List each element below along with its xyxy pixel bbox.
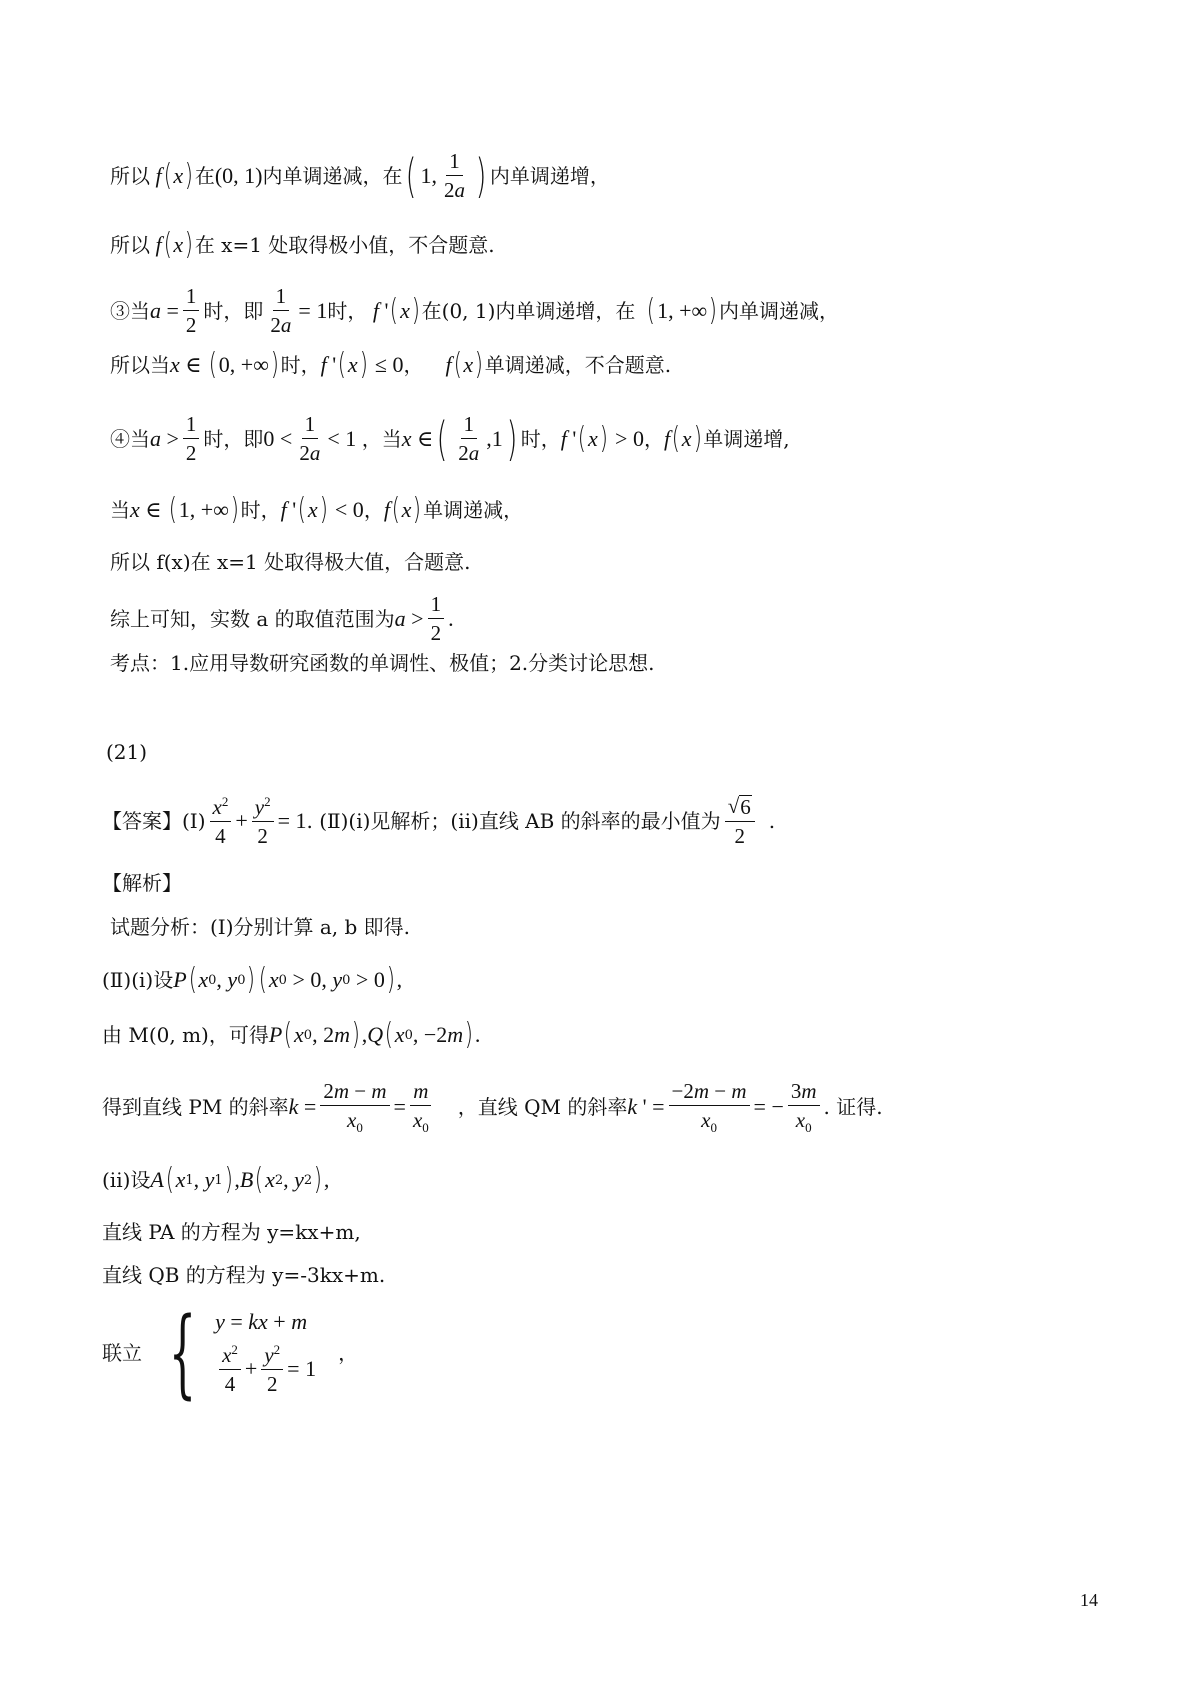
math: 1, +∞ — [657, 297, 708, 323]
line-3 — [110, 285, 839, 336]
fraction: $\frac{1}{2a}$ — [458, 412, 480, 466]
line-1 — [110, 150, 610, 201]
math: = 1 — [298, 297, 328, 323]
math: , — [193, 1167, 205, 1192]
paren: ( — [578, 420, 587, 456]
math: f — [320, 352, 327, 377]
text: 时， — [327, 298, 368, 323]
brace: { — [168, 1297, 197, 1409]
math: ' = — [637, 1094, 665, 1120]
math: k — [288, 1094, 299, 1120]
paren: ( — [297, 492, 307, 527]
paren: ) — [184, 227, 194, 262]
math: P — [268, 1022, 283, 1047]
paren: ) — [359, 347, 368, 382]
fraction: $\frac{2m - m}{x_0}$ — [320, 1080, 389, 1135]
paren: ( — [163, 157, 172, 193]
math: A — [150, 1167, 164, 1192]
math: > 0 — [350, 967, 385, 992]
math: ∈ — [411, 425, 434, 451]
line-14: (Ⅱ)(i)设 P ( x 0 , y 0 ) ( x 0 > 0, y 0 > 0 ) , — [102, 962, 403, 997]
paren: ( — [384, 1017, 394, 1052]
paren: ) — [411, 292, 420, 328]
paren: ( — [436, 411, 448, 466]
paren: ) — [693, 420, 702, 456]
fraction: $\frac{1}{2a}$ — [270, 284, 292, 338]
text: (21) — [106, 740, 148, 764]
text: ， — [403, 353, 424, 377]
math: > — [405, 605, 424, 631]
fraction: $\frac{y^2}{2}$ — [261, 1343, 283, 1395]
math: ' — [326, 352, 337, 377]
paren: ( — [406, 148, 417, 203]
line-13 — [110, 917, 410, 937]
text: 时， — [280, 353, 321, 377]
paren: ( — [647, 292, 656, 328]
text: 【答案】(Ⅰ) — [102, 809, 206, 834]
math: 1, — [420, 162, 437, 188]
math: k — [627, 1094, 638, 1120]
fraction: $\frac{1}{2}$ — [183, 413, 200, 464]
math: m — [334, 1022, 350, 1047]
paren: ) — [474, 347, 484, 382]
math: , — [361, 1022, 368, 1047]
text: 单调递减， — [423, 498, 524, 522]
equation-system — [215, 1308, 317, 1396]
paren: ( — [337, 347, 347, 382]
equation: $\frac{x^2}{4}$ + $\frac{y^2}{2}$ = 1 — [215, 1343, 316, 1395]
text: 所以 — [110, 163, 150, 188]
math: x — [294, 1022, 304, 1047]
text: (ii)设 — [102, 1168, 151, 1192]
fraction: $\frac{y^2}{2}$ — [252, 795, 274, 847]
line-8 — [110, 593, 454, 644]
text: (Ⅱ)(i)设 — [102, 968, 174, 992]
text: 内单调递减， — [718, 298, 839, 323]
math: x — [401, 425, 412, 451]
text: 单调递增, — [703, 426, 790, 451]
fraction: √ 6 2 — [725, 795, 755, 847]
math: x — [175, 1167, 186, 1192]
paren: ) — [224, 1162, 233, 1197]
text: 时，即 — [203, 426, 264, 451]
text: ， — [643, 426, 664, 451]
math: a — [394, 605, 406, 631]
text: ， — [338, 1341, 359, 1365]
math: ∈ — [139, 497, 168, 522]
paren: ) — [230, 492, 239, 527]
math-fx: f — [150, 162, 162, 188]
math: a — [150, 425, 161, 451]
math: , — [323, 1167, 330, 1192]
line-7 — [110, 552, 470, 572]
math: y — [332, 967, 343, 992]
line-2 — [110, 227, 495, 262]
paren: ) — [313, 1162, 323, 1197]
text: 试题分析：(Ⅰ)分别计算 a, b 即得. — [110, 915, 411, 939]
text: 时， — [520, 426, 561, 451]
math: = — [298, 1094, 317, 1120]
line-4 — [110, 347, 672, 382]
line-18 — [102, 1222, 361, 1242]
line-16 — [102, 1080, 883, 1135]
math: x — [170, 352, 180, 377]
math: f — [280, 497, 287, 522]
paren: ) — [464, 1017, 474, 1052]
text: 直线 PA 的方程为 y=kx+m, — [102, 1220, 361, 1244]
text: 所以当 — [110, 353, 170, 377]
math: x — [588, 425, 598, 451]
math: + — [235, 808, 248, 834]
math: x — [347, 352, 358, 377]
math: < 0 — [329, 497, 364, 522]
paren: ( — [391, 492, 400, 527]
text: 内单调递减，在 — [262, 163, 403, 188]
math: > — [161, 425, 179, 451]
text: 直线 QB 的方程为 y=-3kx+m. — [102, 1263, 386, 1287]
fraction: $\frac{1}{2a}$ — [299, 412, 321, 466]
math: x — [173, 232, 184, 257]
text: 考点：1.应用导数研究函数的单调性、极值；2.分类讨论思想. — [110, 651, 655, 675]
math: = 1 — [277, 808, 307, 834]
equation: y = kx + m — [215, 1308, 308, 1334]
paren: ) — [351, 1017, 360, 1052]
text: 联立 — [102, 1341, 142, 1365]
math: ∈ — [179, 352, 208, 377]
math: , −2 — [412, 1022, 448, 1047]
math: f — [150, 232, 162, 257]
text: ， — [363, 498, 384, 522]
math: 1, +∞ — [178, 497, 229, 522]
math: , 2 — [312, 1022, 335, 1047]
math: , — [234, 1167, 240, 1192]
paren: ( — [165, 1162, 174, 1197]
math: , — [396, 967, 403, 992]
math: = — [393, 1094, 406, 1120]
paren: ) — [184, 157, 194, 193]
line-10 — [106, 742, 147, 762]
text: ③当 — [110, 298, 150, 323]
paren: ( — [168, 492, 178, 527]
line-20 — [102, 1297, 359, 1409]
math: f — [367, 297, 379, 323]
math: B — [239, 1167, 254, 1192]
math: Q — [367, 1022, 384, 1047]
text: ，当 — [361, 426, 402, 451]
paren: ) — [475, 148, 487, 203]
text: 内单调递增， — [489, 163, 610, 188]
line-5 — [110, 413, 790, 464]
math: x — [268, 967, 279, 992]
math: = — [161, 297, 179, 323]
paren: ( — [255, 1162, 264, 1197]
math: ' — [378, 297, 389, 323]
math: ' — [286, 497, 297, 522]
fraction: $\frac{x^2}{4}$ — [210, 795, 232, 847]
line-11 — [102, 795, 775, 847]
line-15: 由 M(0, m)，可得 P ( x 0 , 2 m ) , Q ( x 0 , −2 m ) . — [102, 1017, 481, 1052]
math: a — [150, 297, 161, 323]
line-19 — [102, 1265, 385, 1285]
fraction: $\frac{1}{2a}$ — [443, 149, 465, 203]
paren: ) — [247, 962, 256, 997]
math: . — [474, 1022, 481, 1047]
math-interval: (0, 1) — [214, 162, 263, 188]
text: 在 x=1 处取得极小值，不合题意. — [194, 233, 495, 257]
text: ，直线 QM 的斜率 — [457, 1095, 628, 1120]
fraction: $\frac{3m}{x_0}$ — [788, 1080, 820, 1135]
math: ,1 — [486, 425, 503, 451]
paren: ( — [163, 227, 172, 262]
fraction: $\frac{1}{2}$ — [183, 285, 200, 336]
text: 由 M(0, m)，可得 — [102, 1023, 269, 1047]
paren: ) — [506, 411, 518, 466]
math: P — [173, 967, 187, 992]
text: 得到直线 PM 的斜率 — [102, 1095, 289, 1120]
math: x — [463, 352, 474, 377]
text: 所以 f(x)在 x=1 处取得极大值，合题意. — [110, 550, 471, 574]
math: 0, +∞ — [218, 352, 269, 377]
math: y — [294, 1167, 304, 1192]
math: . — [448, 605, 454, 631]
text: 时， — [240, 498, 281, 522]
fraction: $\frac{-2m - m}{x_0}$ — [669, 1080, 750, 1135]
text: 单调递减，不合题意. — [484, 353, 672, 377]
math: m — [447, 1022, 464, 1047]
paren: ) — [599, 420, 608, 456]
text: . — [768, 809, 776, 834]
math: ≤ 0 — [369, 352, 404, 377]
math: f — [445, 352, 452, 377]
math: y — [204, 1167, 215, 1192]
line-17: (ii)设 A ( x 1 , y 1 ) , B ( x 2 , y 2 ) , — [102, 1162, 330, 1197]
math: f — [663, 425, 671, 451]
math: 0 < — [263, 425, 293, 451]
math: x — [265, 1167, 275, 1192]
paren: ( — [208, 347, 218, 382]
text: 综上可知，实数 a 的取值范围为 — [110, 606, 395, 631]
fraction: $\frac{x^2}{4}$ — [219, 1343, 241, 1395]
math: , — [283, 1167, 295, 1192]
math: f — [383, 497, 390, 522]
math: y — [227, 967, 238, 992]
fraction: $\frac{m}{x_0}$ — [410, 1080, 432, 1135]
paren: ( — [390, 292, 399, 328]
math: x — [130, 497, 140, 522]
paren: ) — [708, 292, 718, 328]
paren: ) — [319, 492, 328, 527]
text: ④当 — [110, 426, 150, 451]
fraction: $\frac{1}{2}$ — [428, 593, 445, 644]
math: x — [173, 162, 184, 188]
text: 在(0, 1)内单调递增，在 — [421, 298, 636, 323]
math: x — [307, 497, 318, 522]
text: . (Ⅱ)(i)见解析；(ii)直线 AB 的斜率的最小值为 — [306, 809, 721, 834]
math: , — [216, 967, 228, 992]
math: > 0, — [286, 967, 333, 992]
text: 所以 — [110, 233, 150, 257]
paren: ( — [453, 347, 462, 382]
math: x — [394, 1022, 405, 1047]
text: 在 — [194, 163, 215, 188]
text: . 证得. — [823, 1095, 883, 1120]
paren: ( — [671, 420, 681, 456]
paren: ) — [413, 492, 422, 527]
text: 时，即 — [203, 298, 264, 323]
math: f — [560, 425, 567, 451]
line-12 — [102, 873, 182, 893]
math: = − — [753, 1094, 784, 1120]
paren: ( — [284, 1017, 293, 1052]
text: 当 — [110, 498, 130, 522]
math: x — [401, 497, 412, 522]
text: 【解析】 — [102, 871, 182, 895]
paren: ( — [188, 962, 197, 997]
paren: ( — [258, 962, 268, 997]
math: > 0 — [609, 425, 644, 451]
line-9 — [110, 653, 655, 673]
math: < 1 — [327, 425, 362, 451]
math: x — [400, 297, 410, 323]
page-number: 14 — [1080, 1590, 1098, 1610]
paren: ) — [270, 347, 279, 382]
math: x — [681, 425, 692, 451]
line-6 — [110, 492, 524, 527]
math: ' — [566, 425, 577, 451]
paren: ) — [386, 962, 395, 997]
math: x — [198, 967, 209, 992]
